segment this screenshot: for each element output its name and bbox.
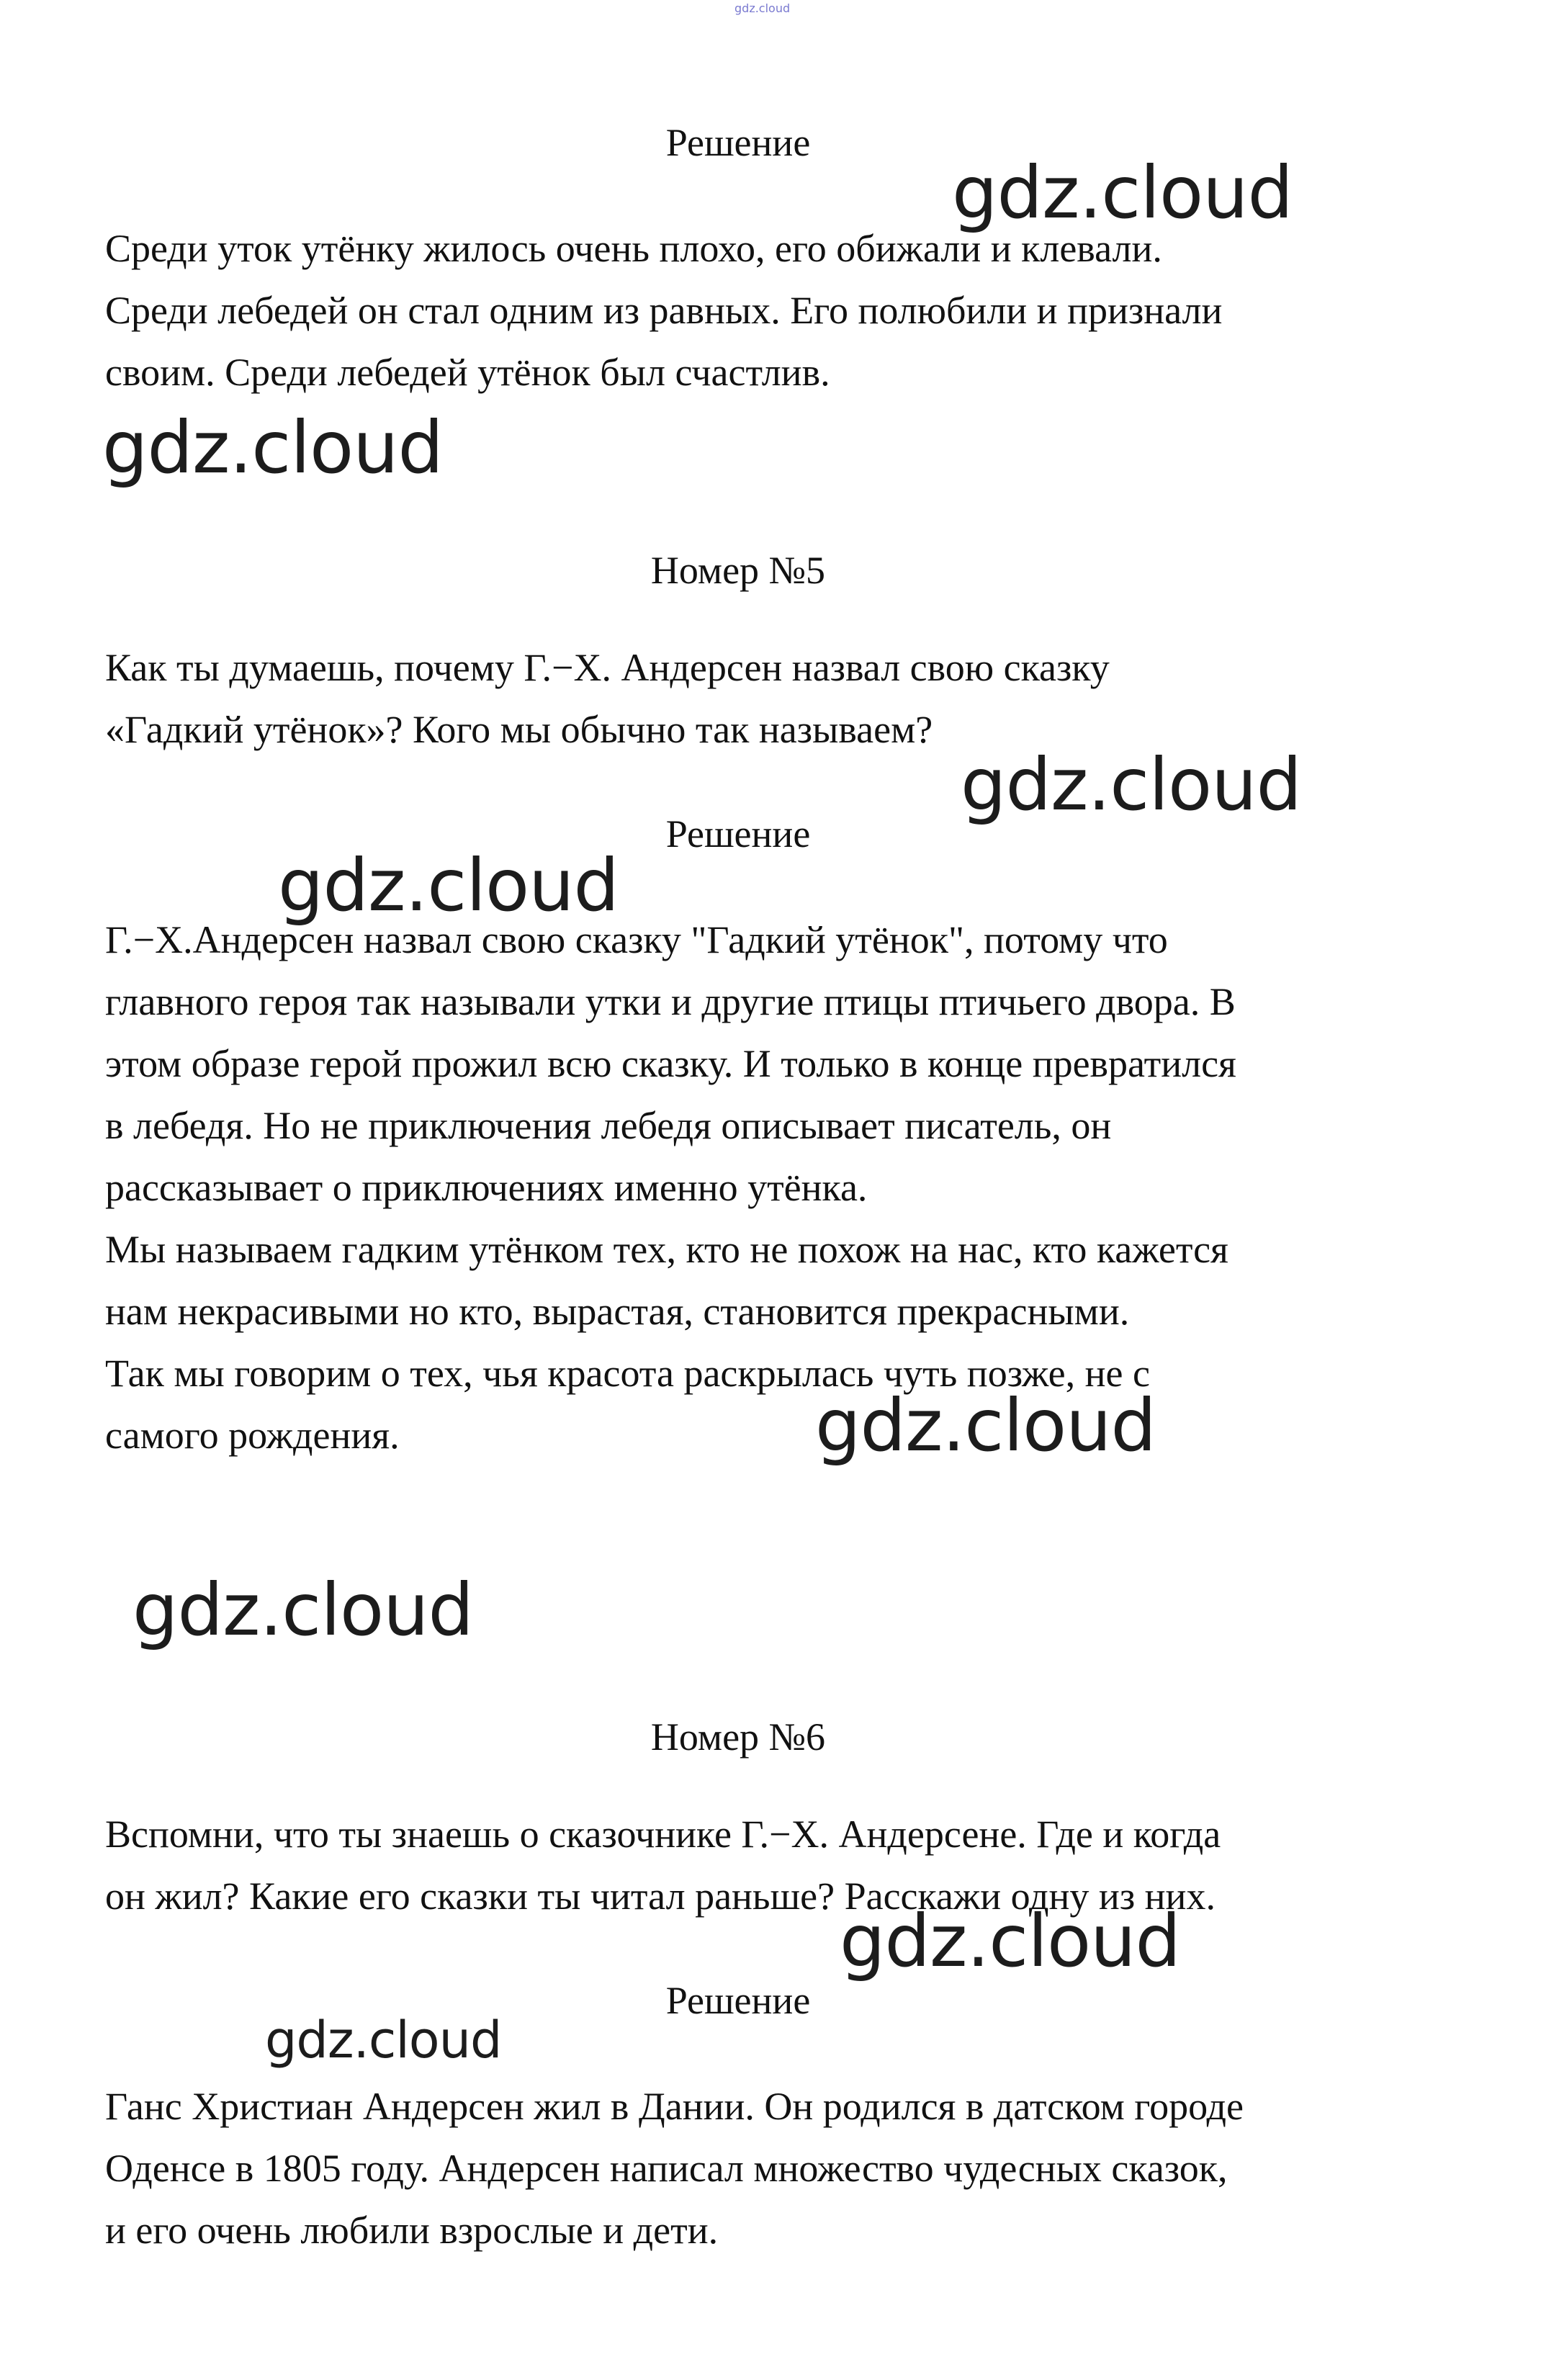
number-heading-6: Номер №6	[650, 1715, 826, 1759]
text-line: Ганс Христиан Андерсен жил в Дании. Он родился в датском городе	[105, 2085, 1244, 2128]
text-line: своим. Среди лебедей утёнок был счастлив.	[105, 351, 830, 394]
solution-heading-5: Решение	[665, 812, 811, 856]
text-line: он жил? Какие его сказки ты читал раньше? Расскажи одну из них.	[105, 1874, 1216, 1918]
number-heading-5: Номер №5	[650, 549, 826, 592]
watermark-logo: gdz.cloud	[132, 1568, 474, 1652]
text-line: Так мы говорим о тех, чья красота раскрылась чуть позже, не с	[105, 1352, 1150, 1395]
text-line: Среди уток утёнку жилось очень плохо, его обижали и клевали.	[105, 227, 1162, 270]
solution-text-6	[105, 2075, 1459, 2261]
text-line: самого рождения.	[105, 1414, 400, 1457]
text-line: Среди лебедей он стал одним из равных. Его полюбили и признали	[105, 289, 1223, 332]
watermark-logo: gdz.cloud	[952, 151, 1293, 235]
text-line: рассказывает о приключениях именно утёнка.	[105, 1166, 868, 1209]
text-line: этом образе герой прожил всю сказку. И только в конце превратился	[105, 1042, 1236, 1085]
text-line: главного героя так называли утки и другие птицы птичьего двора. В	[105, 980, 1236, 1023]
text-line: Как ты думаешь, почему Г.−Х. Андерсен назвал свою сказку	[105, 646, 1110, 689]
text-line: Г.−Х.Андерсен назвал свою сказку "Гадкий утёнок", потому что	[105, 918, 1168, 961]
watermark-logo: gdz.cloud	[815, 1383, 1156, 1468]
solution-text-5	[105, 909, 1459, 1466]
solution-heading-6: Решение	[665, 1979, 811, 2022]
watermark-logo: gdz.cloud	[840, 1899, 1181, 1983]
text-line: Вспомни, что ты знаешь о сказочнике Г.−Х. Андерсене. Где и когда	[105, 1813, 1221, 1856]
solution-heading-1: Решение	[665, 121, 811, 164]
watermark-logo: gdz.cloud	[265, 2011, 502, 2070]
text-line: нам некрасивыми но кто, вырастая, становится прекрасными.	[105, 1290, 1130, 1333]
text-line: и его очень любили взрослые и дети.	[105, 2209, 719, 2252]
text-line: Мы называем гадким утёнком тех, кто не похож на нас, кто кажется	[105, 1228, 1228, 1271]
watermark-logo: gdz.cloud	[102, 405, 444, 490]
text-line: Оденсе в 1805 году. Андерсен написал множество чудесных сказок,	[105, 2147, 1228, 2190]
top-watermark: gdz.cloud	[734, 1, 791, 15]
text-line: «Гадкий утёнок»? Кого мы обычно так называем?	[105, 708, 933, 751]
watermark-logo: gdz.cloud	[278, 843, 619, 928]
solution-text-1	[105, 217, 1459, 403]
watermark-logo: gdz.cloud	[961, 742, 1302, 827]
question-text-6	[105, 1803, 1459, 1927]
text-line: в лебедя. Но не приключения лебедя описывает писатель, он	[105, 1104, 1112, 1147]
